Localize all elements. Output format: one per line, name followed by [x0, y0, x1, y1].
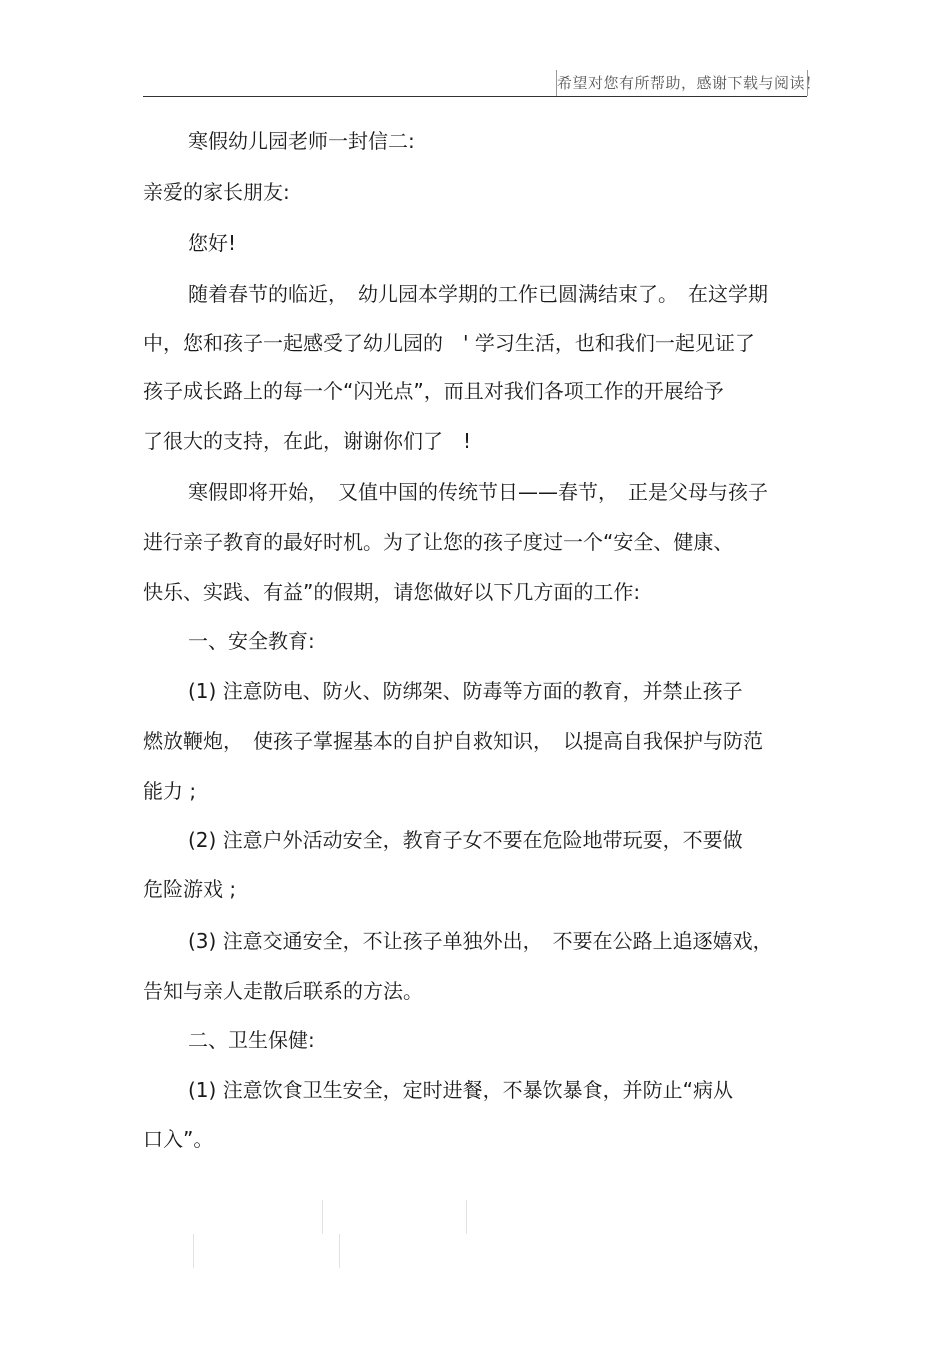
list-item-line: (1) 注意饮食卫生安全，定时进餐，不暴饮暴食，并防止“病从: [188, 1078, 734, 1102]
paragraph-line: 寒假即将开始， 又值中国的传统节日——春节， 正是父母与孩子: [188, 480, 768, 504]
paragraph-line: 进行亲子教育的最好时机。为了让您的孩子度过一个“安全、健康、: [143, 530, 734, 554]
paragraph-line: 孩子成长路上的每一个“闪光点”，而且对我们各项工作的开展给予: [143, 379, 724, 403]
divider: [193, 1234, 194, 1268]
paragraph-line: 随着春节的临近， 幼儿园本学期的工作已圆满结束了。 在这学期: [188, 282, 768, 306]
section-heading: 二、卫生保健:: [188, 1028, 315, 1052]
salutation: 亲爱的家长朋友:: [143, 180, 290, 204]
list-item-line: 危险游戏 ;: [143, 877, 237, 901]
paragraph-line: 快乐、实践、有益”的假期，请您做好以下几方面的工作:: [143, 580, 641, 604]
header-note: 希望对您有所帮助，感谢下载与阅读！: [556, 70, 808, 96]
divider: [322, 1200, 323, 1234]
section-heading: 一、安全教育:: [188, 629, 315, 653]
letter-title: 寒假幼儿园老师一封信二:: [188, 129, 415, 153]
greeting: 您好!: [188, 231, 237, 255]
list-item-line: 口入”。: [143, 1127, 214, 1151]
paragraph-line: 中，您和孩子一起感受了幼儿园的 ' 学习生活，也和我们一起见证了: [143, 331, 755, 355]
list-item-line: 告知与亲人走散后联系的方法。: [143, 979, 423, 1003]
list-item-line: (3) 注意交通安全，不让孩子单独外出， 不要在公路上追逐嬉戏，: [188, 929, 773, 953]
header-rule: [143, 96, 807, 97]
paragraph-line: 了很大的支持，在此，谢谢你们了 !: [143, 429, 472, 453]
list-item-line: 燃放鞭炮， 使孩子掌握基本的自护自救知识， 以提高自我保护与防范: [143, 729, 763, 753]
list-item-line: 能力 ;: [143, 779, 197, 803]
list-item-line: (1) 注意防电、防火、防绑架、防毒等方面的教育，并禁止孩子: [188, 679, 743, 703]
divider: [339, 1234, 340, 1268]
list-item-line: (2) 注意户外活动安全，教育子女不要在危险地带玩耍，不要做: [188, 828, 743, 852]
divider: [466, 1200, 467, 1234]
